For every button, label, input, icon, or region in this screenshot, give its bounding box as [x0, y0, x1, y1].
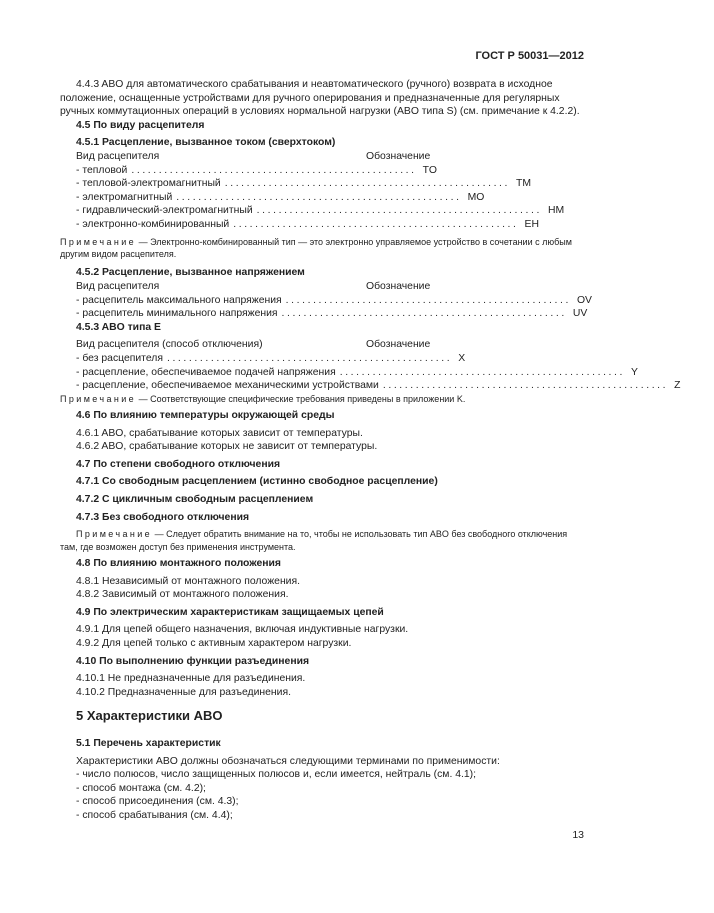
column-header-type: Вид расцепителя	[76, 150, 160, 162]
document-body	[60, 78, 681, 823]
list-item: - способ монтажа (см. 4.2);	[76, 782, 206, 794]
paragraph-4-9-2: 4.9.2 Для цепей только с активным характером нагрузки.	[76, 638, 352, 650]
table-row: - электромагнитный .................................................... MO	[76, 191, 485, 203]
table-row: - расцепление, обеспечиваемое подачей напряжения .................................................... Y	[76, 366, 638, 378]
column-header-code: Обозначение	[366, 339, 431, 351]
note-4-5-1: Примечание — Электронно-комбинированный тип — это электронно управляемое устройство в сочетании с любым другим видом расцепителя.	[60, 236, 572, 259]
table-row: - электронно-комбинированный .................................................... EH	[76, 218, 539, 230]
paragraph-4-8-2: 4.8.2 Зависимый от монтажного положения.	[76, 589, 289, 601]
section-5-title: 5 Характеристики ABO	[76, 708, 223, 724]
heading-4-7-3: 4.7.3 Без свободного отключения	[76, 511, 250, 523]
table-4-5-1-header	[76, 150, 456, 164]
list-item: - способ срабатывания (см. 4.4);	[76, 809, 233, 821]
heading-4-9: 4.9 По электрическим характеристикам защищаемых цепей	[76, 606, 384, 618]
heading-4-8: 4.8 По влиянию монтажного положения	[76, 558, 281, 570]
heading-4-6: 4.6 По влиянию температуры окружающей среды	[76, 410, 335, 422]
note-4-5-3: Примечание — Соответствующие специфические требования приведены в приложении K.	[60, 393, 466, 404]
heading-4-7-2: 4.7.2 С цикличным свободным расцеплением	[76, 494, 314, 506]
heading-4-5: 4.5 По виду расцепителя	[76, 119, 205, 131]
table-row: - без расцепителя .................................................... X	[76, 352, 466, 364]
table-4-5-3-header	[76, 338, 456, 352]
paragraph-5-1: Характеристики ABO должны обозначаться следующими терминами по применимости:	[76, 755, 500, 767]
column-header-code: Обозначение	[366, 280, 431, 292]
heading-4-5-2: 4.5.2 Расцепление, вызванное напряжением	[76, 267, 305, 279]
paragraph-4-10-2: 4.10.2 Предназначенные для разъединения.	[76, 686, 291, 698]
heading-5-1: 5.1 Перечень характеристик	[76, 738, 221, 749]
paragraph-4-6-1: 4.6.1 ABO, срабатывание которых зависит от температуры.	[76, 427, 363, 439]
paragraph-4-6-2: 4.6.2 ABO, срабатывание которых не зависит от температуры.	[76, 441, 378, 453]
column-header-type: Вид расцепителя	[76, 280, 160, 292]
table-4-5-2-header	[76, 280, 456, 294]
heading-4-10: 4.10 По выполнению функции разъединения	[76, 655, 310, 667]
list-item: - способ присоединения (см. 4.3);	[76, 796, 239, 808]
table-row: - расцепитель максимального напряжения .................................................... OV	[76, 294, 592, 306]
column-header-type: Вид расцепителя (способ отключения)	[76, 339, 263, 351]
table-row: - расцепление, обеспечиваемое механическими устройствами .................................................... Z	[76, 380, 681, 392]
heading-4-7: 4.7 По степени свободного отключения	[76, 458, 281, 470]
table-4-5-2	[60, 294, 592, 321]
paragraph-4-10-1: 4.10.1 Не предназначенные для разъединения.	[76, 673, 306, 685]
heading-4-7-1: 4.7.1 Со свободным расцеплением (истинно свободное расцепление)	[76, 476, 438, 488]
table-row: - тепловой-электромагнитный .................................................... TM	[76, 178, 532, 190]
table-row: - расцепитель минимального напряжения .................................................... UV	[76, 308, 588, 320]
column-header-code: Обозначение	[366, 150, 431, 162]
document-header: ГОСТ Р 50031—2012	[475, 50, 584, 62]
page-number: 13	[572, 829, 584, 841]
table-row: - тепловой .................................................... TO	[76, 164, 437, 176]
table-4-5-3	[60, 352, 681, 393]
list-item: - число полюсов, число защищенных полюсов и, если имеется, нейтраль (см. 4.1);	[76, 769, 477, 781]
paragraph-4-8-1: 4.8.1 Независимый от монтажного положения.	[76, 575, 300, 587]
table-row: - гидравлический-электромагнитный .................................................... HM	[76, 205, 565, 217]
paragraph-4-9-1: 4.9.1 Для цепей общего назначения, включая индуктивные нагрузки.	[76, 624, 409, 636]
heading-4-5-1: 4.5.1 Расцепление, вызванное током (сверхтоком)	[76, 137, 336, 149]
note-4-7: Примечание — Следует обратить внимание на то, чтобы не использовать тип ABO без свободного отключения там, где возможен доступ без применения инструмента.	[60, 529, 568, 552]
table-4-5-1	[60, 164, 586, 232]
heading-4-5-3: 4.5.3 ABO типа E	[76, 321, 161, 333]
paragraph-4-4-3: 4.4.3 ABO для автоматического срабатывания и неавтоматического (ручного) возврата в исходное положение, оснащенные устройствами для ручного оперирования и предназначенные для регулярных ручных коммутационных операций в условиях нормальной нагрузки (ABO типа S) (см. примечание к 4.2.2).	[60, 79, 580, 118]
